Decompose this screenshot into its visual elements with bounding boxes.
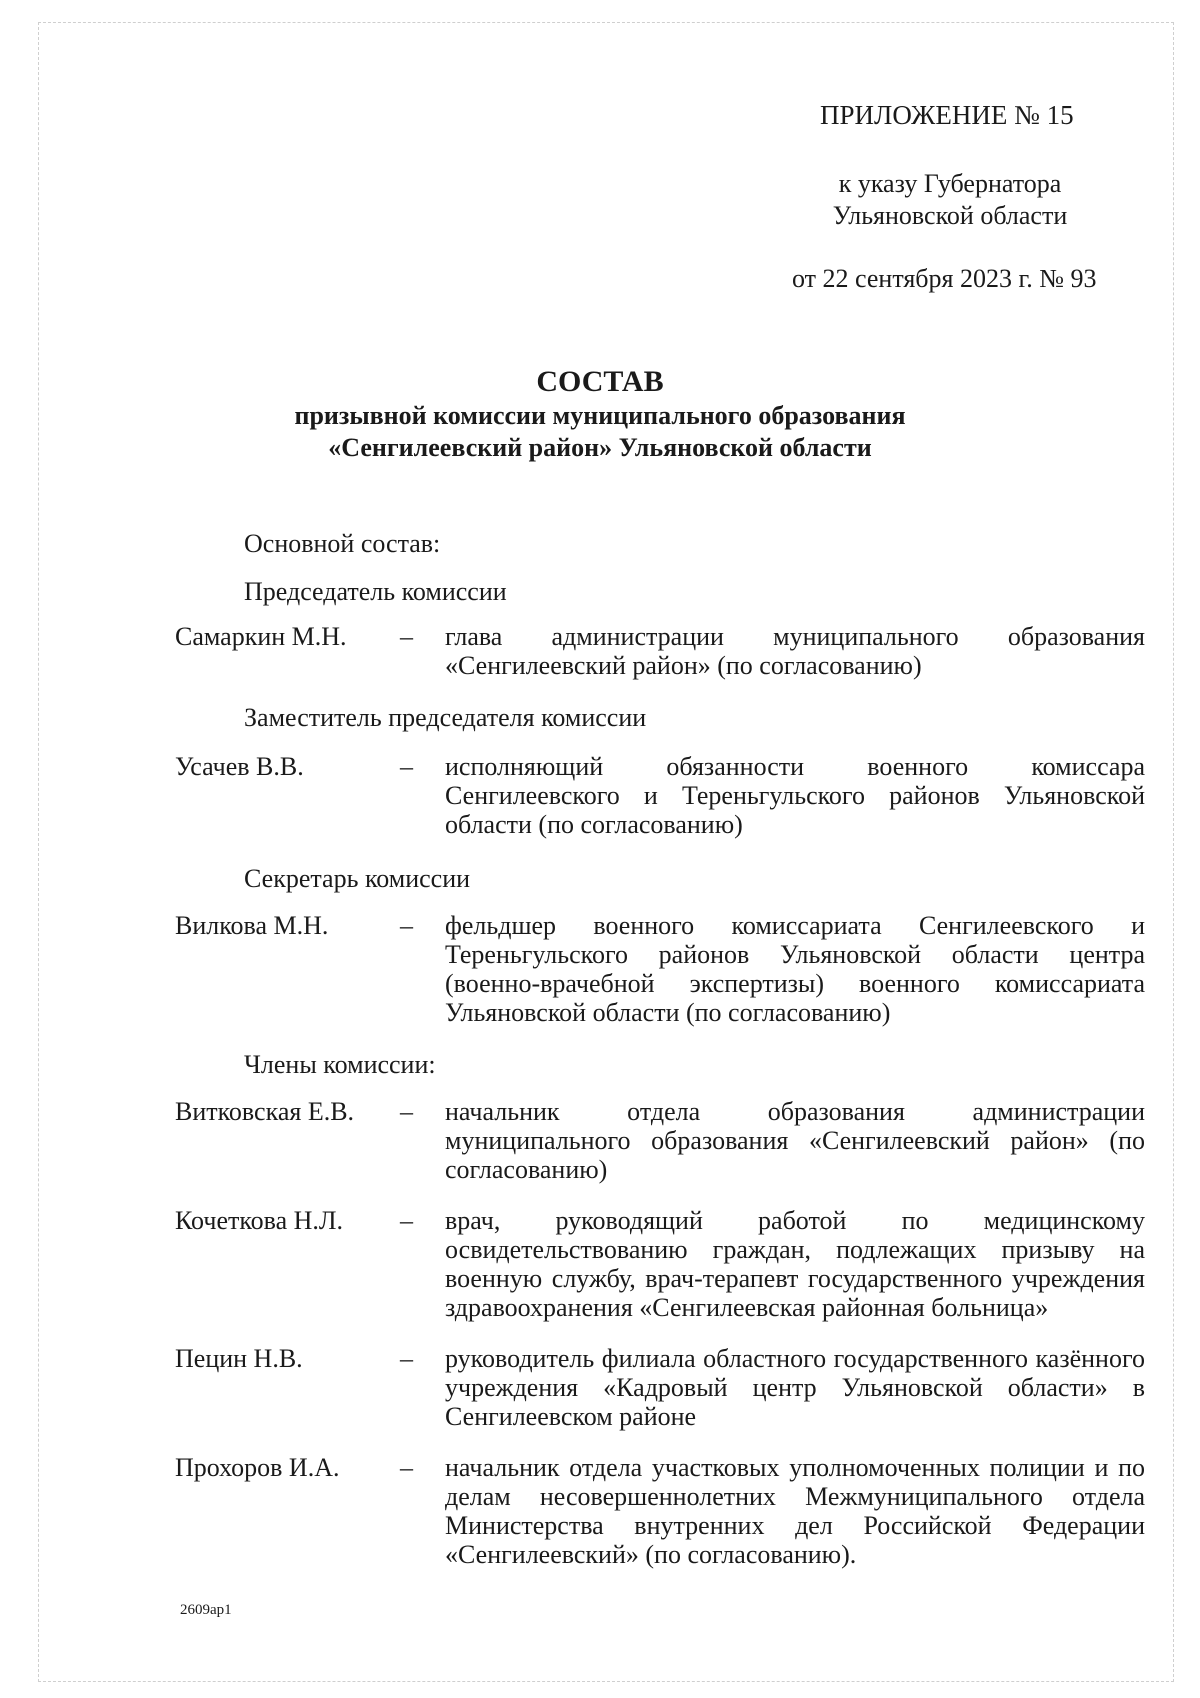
section-heading-members: Члены комиссии: bbox=[244, 1050, 436, 1079]
member-dash: – bbox=[400, 1344, 413, 1373]
member-name: Усачев В.В. bbox=[175, 752, 304, 781]
member-name: Пецин Н.В. bbox=[175, 1344, 303, 1373]
member-row bbox=[175, 752, 1145, 839]
appendix-label: ПРИЛОЖЕНИЕ № 15 bbox=[820, 100, 1074, 130]
title-line2: призывной комиссии муниципального образования bbox=[294, 401, 906, 430]
section-heading-deputy: Заместитель председателя комиссии bbox=[244, 703, 647, 732]
member-name: Витковская Е.В. bbox=[175, 1097, 355, 1126]
member-description: начальник отдела участковых уполномоченных полиции и по делам несовершеннолетних Межмуниципального отдела Министерства внутренних дел Российской Федерации «Сенгилеевский» (по согласованию). bbox=[445, 1453, 1145, 1569]
member-description: исполняющий обязанности военного комиссара Сенгилеевского и Тереньгульского районов Ульяновской области (по согласованию) bbox=[445, 752, 1145, 839]
decree-reference-line1: к указу Губернатора bbox=[838, 169, 1062, 198]
decree-date: от 22 сентября 2023 г. № 93 bbox=[792, 264, 1097, 293]
section-heading-secretary: Секретарь комиссии bbox=[244, 864, 471, 893]
title-line1: СОСТАВ bbox=[536, 365, 664, 398]
document-body bbox=[175, 528, 1145, 1569]
member-dash: – bbox=[400, 752, 413, 781]
member-row bbox=[175, 1097, 1145, 1184]
member-dash: – bbox=[400, 622, 413, 651]
member-row bbox=[175, 1206, 1145, 1322]
member-description: врач, руководящий работой по медицинскому освидетельствованию граждан, подлежащих призыву на военную службу, врач-терапевт государственного учреждения здравоохранения «Сенгилеевская районная больница» bbox=[445, 1206, 1145, 1322]
member-row bbox=[175, 622, 1145, 680]
member-dash: – bbox=[400, 1453, 413, 1482]
title-line3: «Сенгилеевский район» Ульяновской области bbox=[328, 433, 872, 462]
decree-reference-line2: Ульяновской области bbox=[832, 201, 1068, 230]
member-description: глава администрации муниципального образования «Сенгилеевский район» (по согласованию) bbox=[445, 622, 1145, 680]
member-dash: – bbox=[400, 911, 413, 940]
member-name: Вилкова М.Н. bbox=[175, 911, 329, 940]
document-code: 2609ap1 bbox=[180, 1602, 232, 1618]
member-dash: – bbox=[400, 1097, 413, 1126]
member-name: Кочеткова Н.Л. bbox=[175, 1206, 344, 1235]
member-row bbox=[175, 911, 1145, 1027]
member-row bbox=[175, 1453, 1145, 1569]
section-heading-chairman: Председатель комиссии bbox=[244, 577, 507, 606]
document-title bbox=[0, 364, 1200, 464]
member-description: руководитель филиала областного государственного казённого учреждения «Кадровый центр Ульяновской области» в Сенгилеевском районе bbox=[445, 1344, 1145, 1431]
member-name: Прохоров И.А. bbox=[175, 1453, 340, 1482]
main-heading: Основной состав: bbox=[244, 529, 441, 558]
member-description: фельдшер военного комиссариата Сенгилеевского и Тереньгульского районов Ульяновской области центра (военно-врачебной экспертизы) военного комиссариата Ульяновской области (по согласованию) bbox=[445, 911, 1145, 1027]
member-dash: – bbox=[400, 1206, 413, 1235]
member-description: начальник отдела образования администрации муниципального образования «Сенгилеевский район» (по согласованию) bbox=[445, 1097, 1145, 1184]
member-row bbox=[175, 1344, 1145, 1431]
decree-reference bbox=[780, 168, 1120, 232]
member-name: Самаркин М.Н. bbox=[175, 622, 347, 651]
